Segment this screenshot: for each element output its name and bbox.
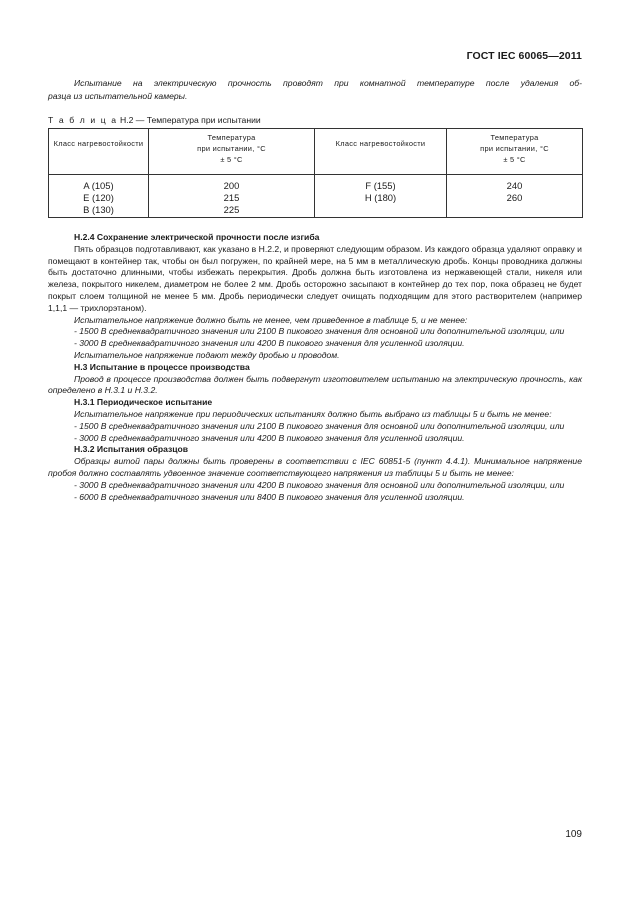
section-heading: H.3 Испытание в процессе производства — [74, 361, 250, 372]
table-cell-class — [49, 175, 149, 218]
list-item: - 3000 В среднеквадратичного значения или 4200 В пикового значения для усиленной изоляции. — [74, 338, 465, 349]
section-heading: H.3.1 Периодическое испытание — [74, 397, 213, 408]
cell-value: F (155) — [365, 180, 396, 191]
temperature-table — [48, 128, 583, 218]
header-line: при испытании, °С — [480, 144, 549, 153]
paragraph: Испытательное напряжение подают между дробью и проводом. — [74, 349, 340, 360]
page-number: 109 — [565, 829, 582, 840]
list-item: - 3000 В среднеквадратичного значения или 4200 В пикового значения для усиленной изоляции. — [74, 432, 465, 443]
header-line: Температура — [207, 133, 256, 142]
header-cell-class: Класс нагревостойкости — [315, 129, 447, 175]
table-row — [49, 175, 583, 218]
table-cell-class — [315, 175, 447, 218]
intro-paragraph — [48, 77, 582, 103]
document-body — [48, 232, 582, 503]
table-caption-text: H.2 — Температура при испытании — [119, 115, 261, 125]
header-cell-class: Класс нагревостойкости — [49, 129, 149, 175]
cell-value: 215 — [223, 192, 240, 203]
cell-value: 225 — [223, 204, 240, 215]
paragraph: Пять образцов подготавливают, как указано в H.2.2, и проверяют следующим образом. Из каждого образца удаляют оправку и помещают в контейнер так, чтобы он был погружен, по крайней мере, на 5 мм в металлическую дробь. Концы проводника должны быть достаточно длинными, чтобы избежать перекрытия. Дробь должна быть изготовлена из нержавеющей стали, никеля или железа, покрытого никелем, диаметром не более 2 мм. Дробь осторожно засыпают в контейнер до тех пор, пока образец не будет покрыт слоем толщиной не менее 5 мм. Дробь периодически следует очищать подходящим для этого растворителем (например 1,1,1 — трихлорэтаном). — [48, 243, 582, 313]
header-line: ± 5 °С — [220, 155, 243, 164]
cell-value: 240 — [506, 180, 523, 191]
cell-value: 260 — [506, 192, 523, 203]
paragraph: Образцы витой пары должны быть проверены в соответствии с IEC 60851-5 (пункт 4.4.1). Минимальное напряжение пробоя должно составлять удвоенное значение соответствующего напряжения из таблицы 5 и быть не менее: — [48, 456, 582, 478]
header-line: Температура — [490, 133, 539, 142]
cell-value: E (120) — [83, 192, 114, 203]
cell-value: B (130) — [83, 204, 114, 215]
header-cell-temperature — [447, 129, 583, 175]
paragraph: Испытательное напряжение должно быть не менее, чем приведенное в таблице 5, и не менее: — [74, 314, 468, 325]
list-item: - 3000 В среднеквадратичного значения или 4200 В пикового значения для основной или дополнительной изоляции, или — [74, 479, 565, 490]
paragraph: Провод в процессе производства должен быть подвергнут изготовителем испытанию на электрическую прочность, как определено в H.3.1 и H.3.2. — [48, 373, 582, 396]
table-header-row — [49, 129, 583, 175]
document-header: ГОСТ IEC 60065—2011 — [466, 50, 582, 62]
header-cell-temperature — [149, 129, 315, 175]
list-item: - 1500 В среднеквадратичного значения или 2100 В пикового значения для основной или дополнительной изоляции, или — [74, 420, 565, 431]
list-item: - 6000 В среднеквадратичного значения или 8400 В пикового значения для усиленной изоляции. — [74, 491, 465, 502]
list-item: - 1500 В среднеквадратичного значения или 2100 В пикового значения для основной или дополнительной изоляции, или — [74, 326, 565, 337]
header-line: ± 5 °С — [503, 155, 526, 164]
section-heading: H.3.2 Испытания образцов — [74, 444, 189, 455]
header-line: при испытании, °С — [197, 144, 266, 153]
section-heading: H.2.4 Сохранение электрической прочности после изгиба — [74, 232, 320, 242]
cell-value: 200 — [223, 180, 240, 191]
intro-line: Испытание на электрическую прочность проводят при комнатной температуре после удаления об- — [74, 78, 582, 88]
table-caption — [48, 115, 261, 125]
table-cell-temperature — [447, 175, 583, 218]
paragraph: Испытательное напряжение при периодических испытаниях должно быть выбрано из таблицы 5 и быть не менее: — [74, 408, 552, 419]
cell-value: A (105) — [83, 180, 114, 191]
table-cell-temperature — [149, 175, 315, 218]
table-caption-prefix: Т а б л и ц а — [48, 115, 118, 125]
intro-line: разца из испытательной камеры. — [48, 91, 188, 101]
cell-value: H (180) — [364, 192, 397, 203]
